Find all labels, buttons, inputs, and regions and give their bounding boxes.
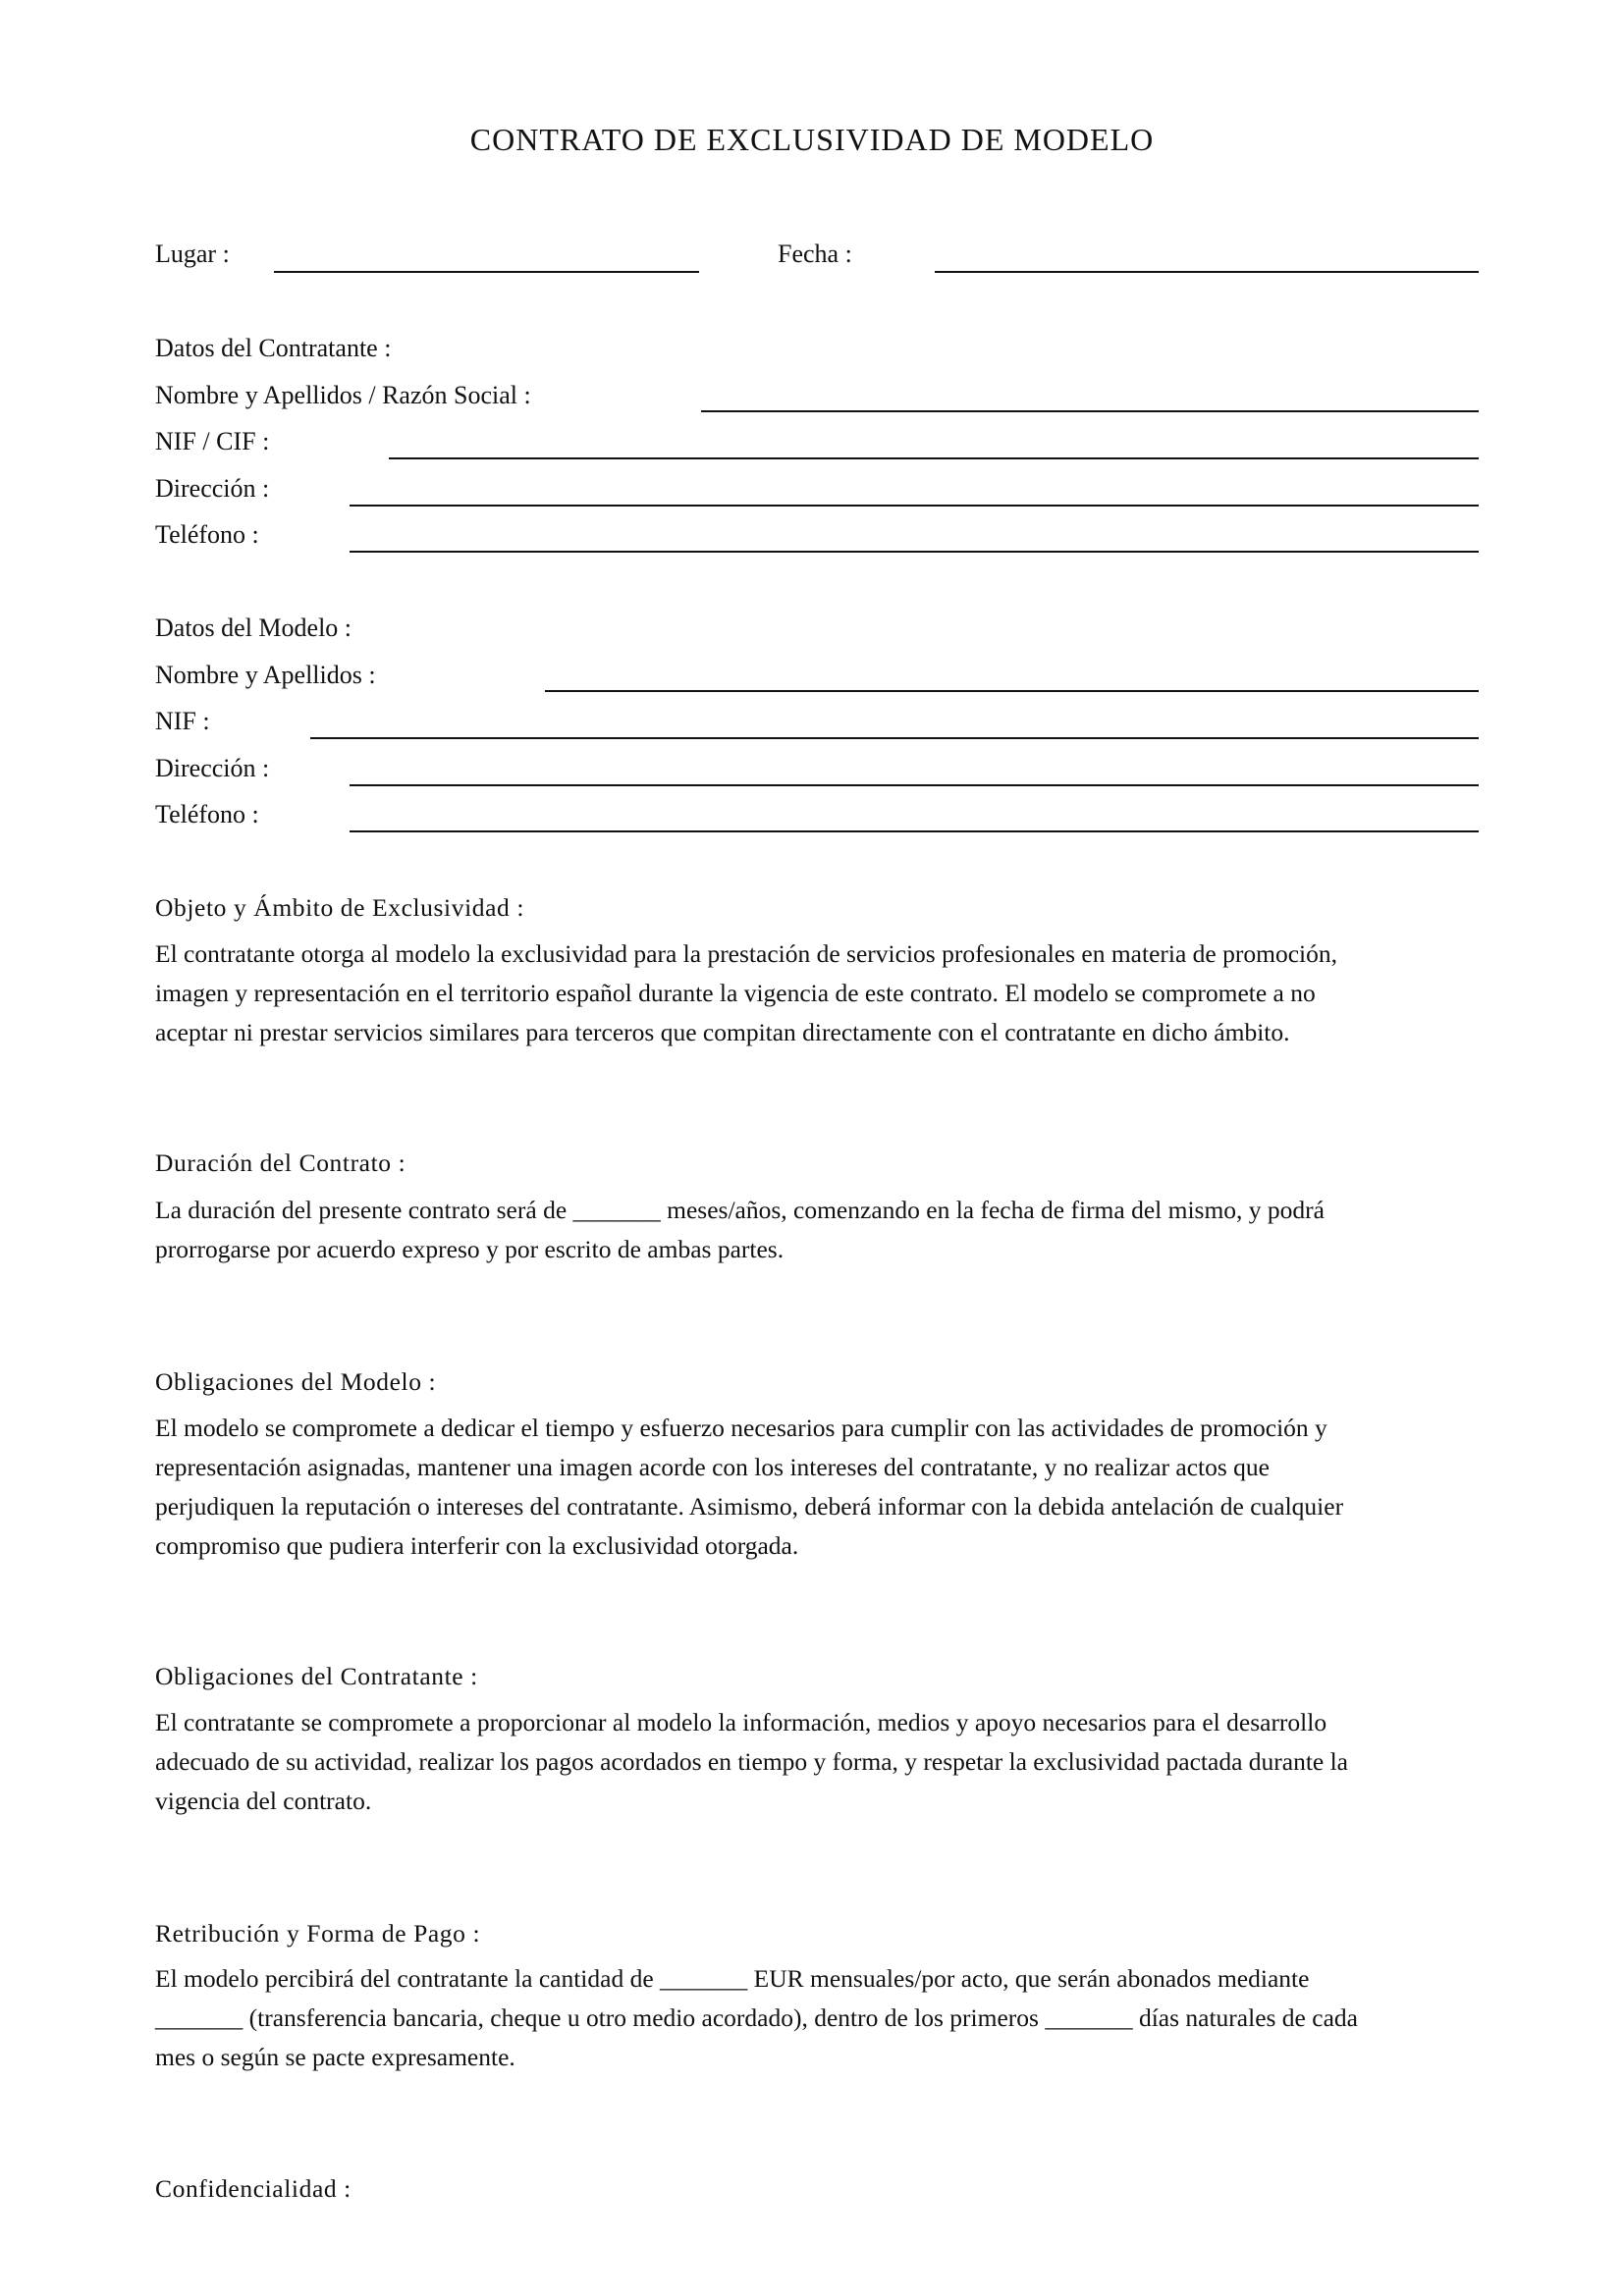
objeto-heading: Objeto y Ámbito de Exclusividad :	[155, 893, 525, 922]
confidencialidad-heading: Confidencialidad :	[155, 2174, 352, 2203]
paragraph-line: compromiso que pudiera interferir con la exclusividad otorgada.	[155, 1531, 799, 1560]
paragraph-line: _______ (transferencia bancaria, cheque u otro medio acordado), dentro de los primeros _______ días naturales de cada	[155, 2003, 1358, 2032]
modelo-direccion-label: Dirección :	[155, 754, 270, 782]
fecha-label: Fecha :	[778, 240, 852, 268]
contratante-nombre-field[interactable]	[701, 410, 1479, 412]
modelo-telefono-label: Teléfono :	[155, 800, 259, 828]
paragraph-line: representación asignadas, mantener una imagen acorde con los intereses del contratante, y no realizar actos que	[155, 1453, 1270, 1481]
duracion-paragraph	[155, 1191, 1481, 1269]
paragraph-line: imagen y representación en el territorio español durante la vigencia de este contrato. El modelo se compromete a no	[155, 979, 1316, 1007]
document-title: CONTRATO DE EXCLUSIVIDAD DE MODELO	[469, 122, 1155, 157]
paragraph-line: El modelo percibirá del contratante la cantidad de _______ EUR mensuales/por acto, que serán abonados mediante	[155, 1964, 1310, 1993]
obligaciones-contratante-heading: Obligaciones del Contratante :	[155, 1662, 478, 1690]
obligaciones-modelo-paragraph	[155, 1409, 1481, 1566]
contratante-telefono-label: Teléfono :	[155, 520, 259, 549]
contratante-nif-field[interactable]	[389, 457, 1479, 459]
duracion-heading: Duración del Contrato :	[155, 1148, 406, 1177]
modelo-nif-field[interactable]	[310, 737, 1479, 739]
contratante-nif-label: NIF / CIF :	[155, 427, 270, 455]
modelo-nombre-field[interactable]	[545, 690, 1479, 692]
paragraph-line: El modelo se compromete a dedicar el tiempo y esfuerzo necesarios para cumplir con las actividades de promoción y	[155, 1414, 1327, 1442]
lugar-label: Lugar :	[155, 240, 230, 268]
lugar-field[interactable]	[274, 271, 699, 273]
paragraph-line: El contratante se compromete a proporcionar al modelo la información, medios y apoyo necesarios para el desarrollo	[155, 1708, 1327, 1736]
modelo-direccion-field[interactable]	[350, 784, 1479, 786]
contratante-heading: Datos del Contratante :	[155, 334, 392, 362]
retribucion-paragraph	[155, 1959, 1481, 2077]
modelo-nif-label: NIF :	[155, 707, 210, 735]
contratante-direccion-field[interactable]	[350, 505, 1479, 507]
contratante-direccion-label: Dirección :	[155, 474, 270, 503]
modelo-heading: Datos del Modelo :	[155, 614, 352, 642]
retribucion-heading: Retribución y Forma de Pago :	[155, 1919, 481, 1948]
contratante-nombre-label: Nombre y Apellidos / Razón Social :	[155, 381, 531, 409]
fecha-field[interactable]	[935, 271, 1479, 273]
paragraph-line: aceptar ni prestar servicios similares para terceros que compitan directamente con el contratante en dicho ámbito.	[155, 1018, 1290, 1046]
paragraph-line: adecuado de su actividad, realizar los pagos acordados en tiempo y forma, y respetar la exclusividad pactada durante la	[155, 1747, 1348, 1776]
contratante-telefono-field[interactable]	[350, 551, 1479, 553]
paragraph-line: El contratante otorga al modelo la exclusividad para la prestación de servicios profesionales en materia de promoción,	[155, 939, 1337, 968]
paragraph-line: mes o según se pacte expresamente.	[155, 2043, 515, 2071]
paragraph-line: La duración del presente contrato será de _______ meses/años, comenzando en la fecha de firma del mismo, y podrá	[155, 1196, 1325, 1224]
modelo-telefono-field[interactable]	[350, 830, 1479, 832]
objeto-paragraph	[155, 934, 1481, 1052]
obligaciones-modelo-heading: Obligaciones del Modelo :	[155, 1367, 437, 1396]
paragraph-line: prorrogarse por acuerdo expreso y por escrito de ambas partes.	[155, 1235, 785, 1263]
modelo-nombre-label: Nombre y Apellidos :	[155, 661, 376, 689]
obligaciones-contratante-paragraph	[155, 1703, 1481, 1821]
paragraph-line: vigencia del contrato.	[155, 1787, 372, 1815]
paragraph-line: perjudiquen la reputación o intereses del contratante. Asimismo, deberá informar con la debida antelación de cualquier	[155, 1492, 1344, 1521]
